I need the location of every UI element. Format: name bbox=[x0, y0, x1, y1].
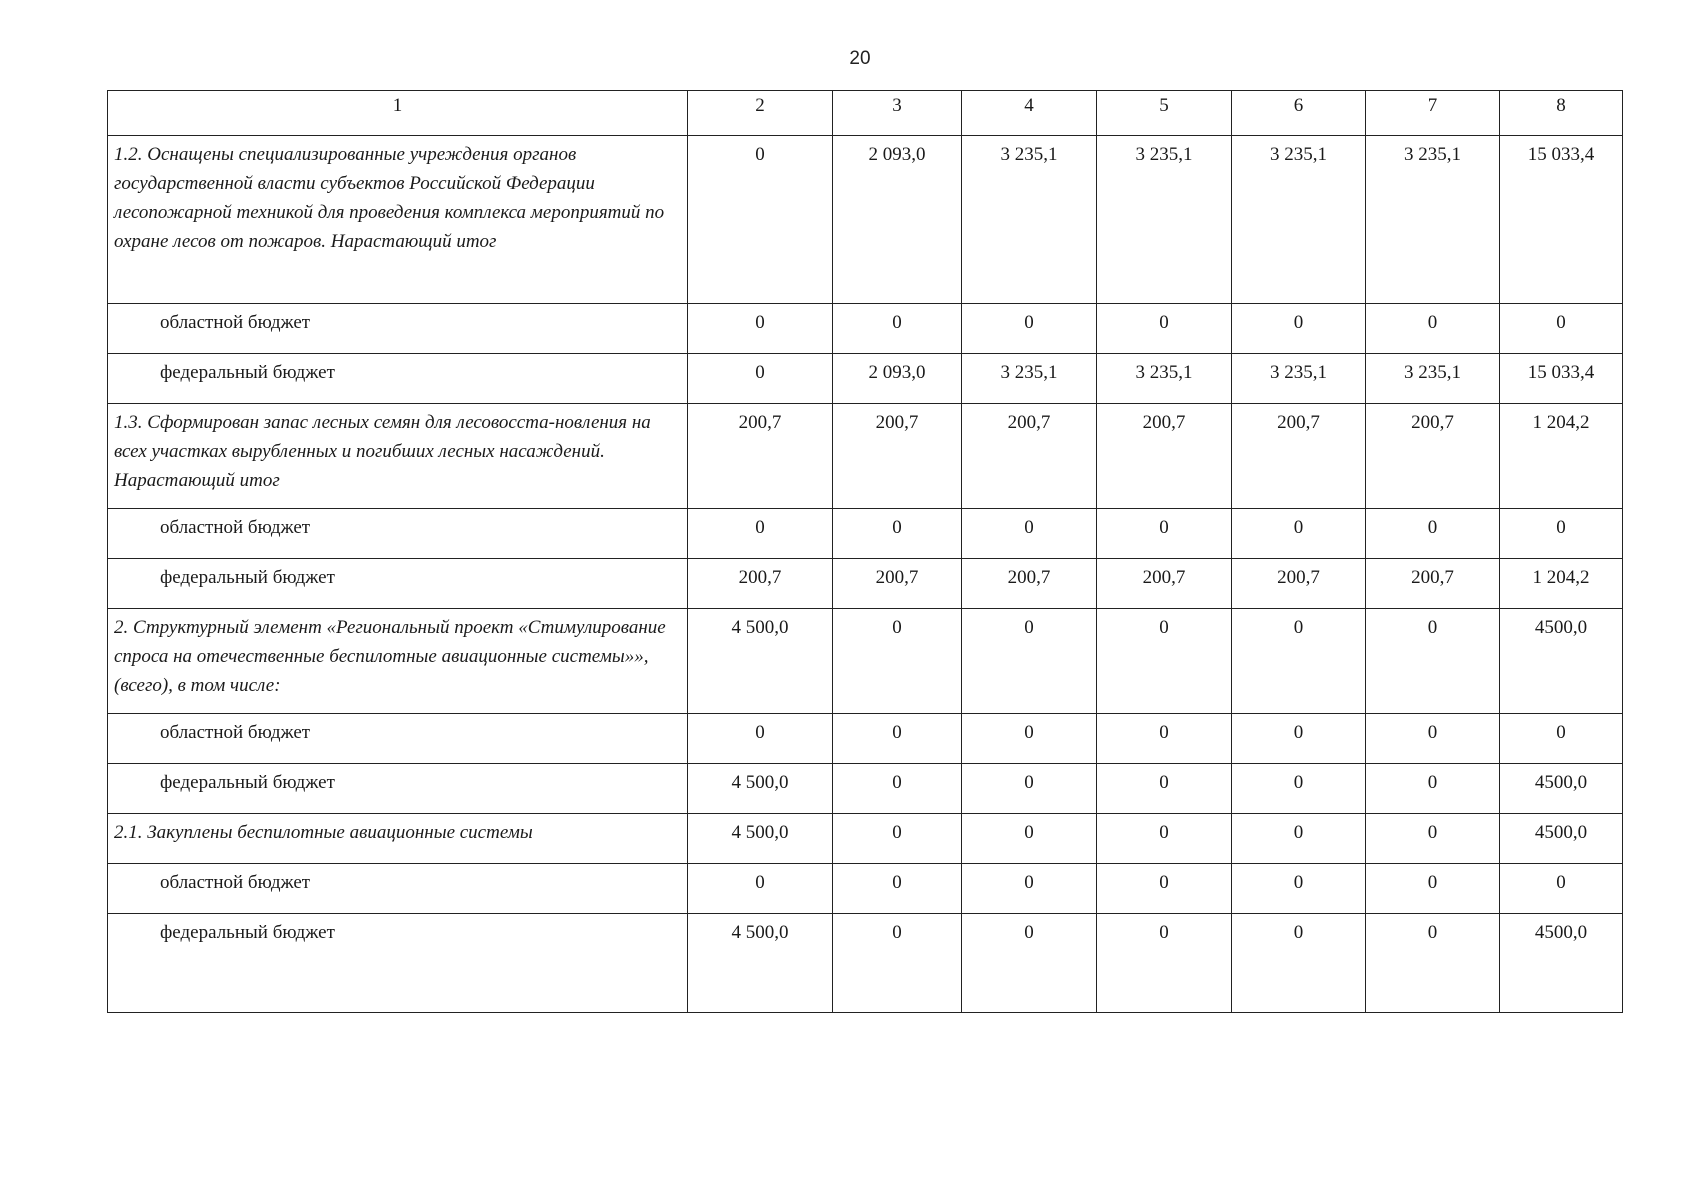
value-cell: 200,7 bbox=[833, 559, 962, 609]
row-description: областной бюджет bbox=[108, 714, 688, 764]
row-description: областной бюджет bbox=[108, 509, 688, 559]
value-cell: 200,7 bbox=[833, 404, 962, 509]
value-cell: 0 bbox=[833, 864, 962, 914]
value-cell: 3 235,1 bbox=[1097, 136, 1232, 304]
value-cell: 3 235,1 bbox=[1232, 136, 1366, 304]
value-cell: 0 bbox=[1097, 714, 1232, 764]
value-cell: 200,7 bbox=[688, 404, 833, 509]
value-cell: 200,7 bbox=[962, 559, 1097, 609]
value-cell: 2 093,0 bbox=[833, 354, 962, 404]
header-row bbox=[108, 91, 1623, 136]
value-cell: 4 500,0 bbox=[688, 609, 833, 714]
value-cell: 0 bbox=[1366, 914, 1500, 1013]
header-cell: 1 bbox=[108, 91, 688, 136]
header-cell: 2 bbox=[688, 91, 833, 136]
value-cell: 200,7 bbox=[1366, 559, 1500, 609]
header-cell: 4 bbox=[962, 91, 1097, 136]
value-cell: 0 bbox=[1097, 864, 1232, 914]
value-cell: 4500,0 bbox=[1500, 609, 1623, 714]
table-row bbox=[108, 814, 1623, 864]
value-cell: 0 bbox=[688, 354, 833, 404]
value-cell: 0 bbox=[962, 914, 1097, 1013]
value-cell: 3 235,1 bbox=[962, 136, 1097, 304]
table-row bbox=[108, 559, 1623, 609]
value-cell: 0 bbox=[688, 136, 833, 304]
header-cell: 5 bbox=[1097, 91, 1232, 136]
value-cell: 0 bbox=[1366, 864, 1500, 914]
value-cell: 200,7 bbox=[1232, 404, 1366, 509]
value-cell: 4500,0 bbox=[1500, 764, 1623, 814]
value-cell: 0 bbox=[1097, 764, 1232, 814]
value-cell: 0 bbox=[962, 864, 1097, 914]
value-cell: 0 bbox=[1097, 509, 1232, 559]
row-description: 1.2. Оснащены специализированные учреждения органов государственной власти субъектов Российской Федерации лесопожарной техникой для проведения комплекса мероприятий по охране лесов от пожаров. Нарастающий итог bbox=[108, 136, 688, 304]
value-cell: 0 bbox=[833, 609, 962, 714]
row-description: федеральный бюджет bbox=[108, 914, 688, 1013]
value-cell: 0 bbox=[962, 304, 1097, 354]
row-description: 2.1. Закуплены беспилотные авиационные системы bbox=[108, 814, 688, 864]
value-cell: 0 bbox=[962, 714, 1097, 764]
table-row bbox=[108, 509, 1623, 559]
value-cell: 0 bbox=[688, 864, 833, 914]
value-cell: 0 bbox=[1097, 814, 1232, 864]
table-row bbox=[108, 714, 1623, 764]
table-row bbox=[108, 354, 1623, 404]
value-cell: 200,7 bbox=[1232, 559, 1366, 609]
value-cell: 0 bbox=[1232, 814, 1366, 864]
value-cell: 4 500,0 bbox=[688, 814, 833, 864]
value-cell: 3 235,1 bbox=[1366, 136, 1500, 304]
value-cell: 200,7 bbox=[1366, 404, 1500, 509]
value-cell: 3 235,1 bbox=[1232, 354, 1366, 404]
value-cell: 0 bbox=[962, 509, 1097, 559]
value-cell: 0 bbox=[1500, 714, 1623, 764]
value-cell: 1 204,2 bbox=[1500, 559, 1623, 609]
table-row bbox=[108, 609, 1623, 714]
value-cell: 0 bbox=[688, 509, 833, 559]
value-cell: 4500,0 bbox=[1500, 814, 1623, 864]
table-row bbox=[108, 136, 1623, 304]
value-cell: 3 235,1 bbox=[1366, 354, 1500, 404]
table-row bbox=[108, 404, 1623, 509]
budget-table bbox=[107, 90, 1623, 1013]
value-cell: 0 bbox=[1500, 509, 1623, 559]
value-cell: 0 bbox=[1232, 914, 1366, 1013]
value-cell: 0 bbox=[833, 714, 962, 764]
value-cell: 0 bbox=[1366, 304, 1500, 354]
value-cell: 0 bbox=[1232, 304, 1366, 354]
header-cell: 6 bbox=[1232, 91, 1366, 136]
value-cell: 0 bbox=[1366, 609, 1500, 714]
table-row bbox=[108, 914, 1623, 1013]
value-cell: 4500,0 bbox=[1500, 914, 1623, 1013]
value-cell: 0 bbox=[833, 509, 962, 559]
table-row bbox=[108, 304, 1623, 354]
value-cell: 1 204,2 bbox=[1500, 404, 1623, 509]
header-cell: 7 bbox=[1366, 91, 1500, 136]
value-cell: 0 bbox=[962, 609, 1097, 714]
value-cell: 15 033,4 bbox=[1500, 136, 1623, 304]
row-description: 1.3. Сформирован запас лесных семян для лесовосста-новления на всех участках вырубленных и погибших лесных насаждений. Нарастающий итог bbox=[108, 404, 688, 509]
value-cell: 200,7 bbox=[1097, 404, 1232, 509]
row-description: федеральный бюджет bbox=[108, 764, 688, 814]
value-cell: 0 bbox=[1232, 864, 1366, 914]
value-cell: 2 093,0 bbox=[833, 136, 962, 304]
value-cell: 200,7 bbox=[688, 559, 833, 609]
header-cell: 3 bbox=[833, 91, 962, 136]
header-cell: 8 bbox=[1500, 91, 1623, 136]
value-cell: 15 033,4 bbox=[1500, 354, 1623, 404]
value-cell: 0 bbox=[688, 304, 833, 354]
value-cell: 0 bbox=[1232, 764, 1366, 814]
value-cell: 0 bbox=[1097, 914, 1232, 1013]
value-cell: 0 bbox=[1097, 304, 1232, 354]
value-cell: 0 bbox=[833, 764, 962, 814]
value-cell: 0 bbox=[833, 814, 962, 864]
value-cell: 4 500,0 bbox=[688, 764, 833, 814]
value-cell: 200,7 bbox=[962, 404, 1097, 509]
value-cell: 0 bbox=[962, 814, 1097, 864]
value-cell: 0 bbox=[1232, 609, 1366, 714]
table-row bbox=[108, 864, 1623, 914]
table-row bbox=[108, 764, 1623, 814]
value-cell: 0 bbox=[1097, 609, 1232, 714]
value-cell: 0 bbox=[1500, 864, 1623, 914]
page-number: 20 bbox=[849, 48, 871, 69]
row-description: федеральный бюджет bbox=[108, 354, 688, 404]
value-cell: 3 235,1 bbox=[962, 354, 1097, 404]
value-cell: 0 bbox=[688, 714, 833, 764]
value-cell: 0 bbox=[1366, 714, 1500, 764]
value-cell: 0 bbox=[1366, 509, 1500, 559]
budget-table-body bbox=[108, 91, 1623, 1013]
value-cell: 0 bbox=[1366, 814, 1500, 864]
value-cell: 0 bbox=[1232, 714, 1366, 764]
row-description: 2. Структурный элемент «Региональный проект «Стимулирование спроса на отечественные беспилотные авиационные системы»», (всего), в том числе: bbox=[108, 609, 688, 714]
value-cell: 0 bbox=[833, 914, 962, 1013]
row-description: областной бюджет bbox=[108, 304, 688, 354]
value-cell: 4 500,0 bbox=[688, 914, 833, 1013]
value-cell: 0 bbox=[1232, 509, 1366, 559]
value-cell: 0 bbox=[962, 764, 1097, 814]
row-description: областной бюджет bbox=[108, 864, 688, 914]
value-cell: 0 bbox=[833, 304, 962, 354]
value-cell: 200,7 bbox=[1097, 559, 1232, 609]
row-description: федеральный бюджет bbox=[108, 559, 688, 609]
value-cell: 3 235,1 bbox=[1097, 354, 1232, 404]
value-cell: 0 bbox=[1500, 304, 1623, 354]
value-cell: 0 bbox=[1366, 764, 1500, 814]
